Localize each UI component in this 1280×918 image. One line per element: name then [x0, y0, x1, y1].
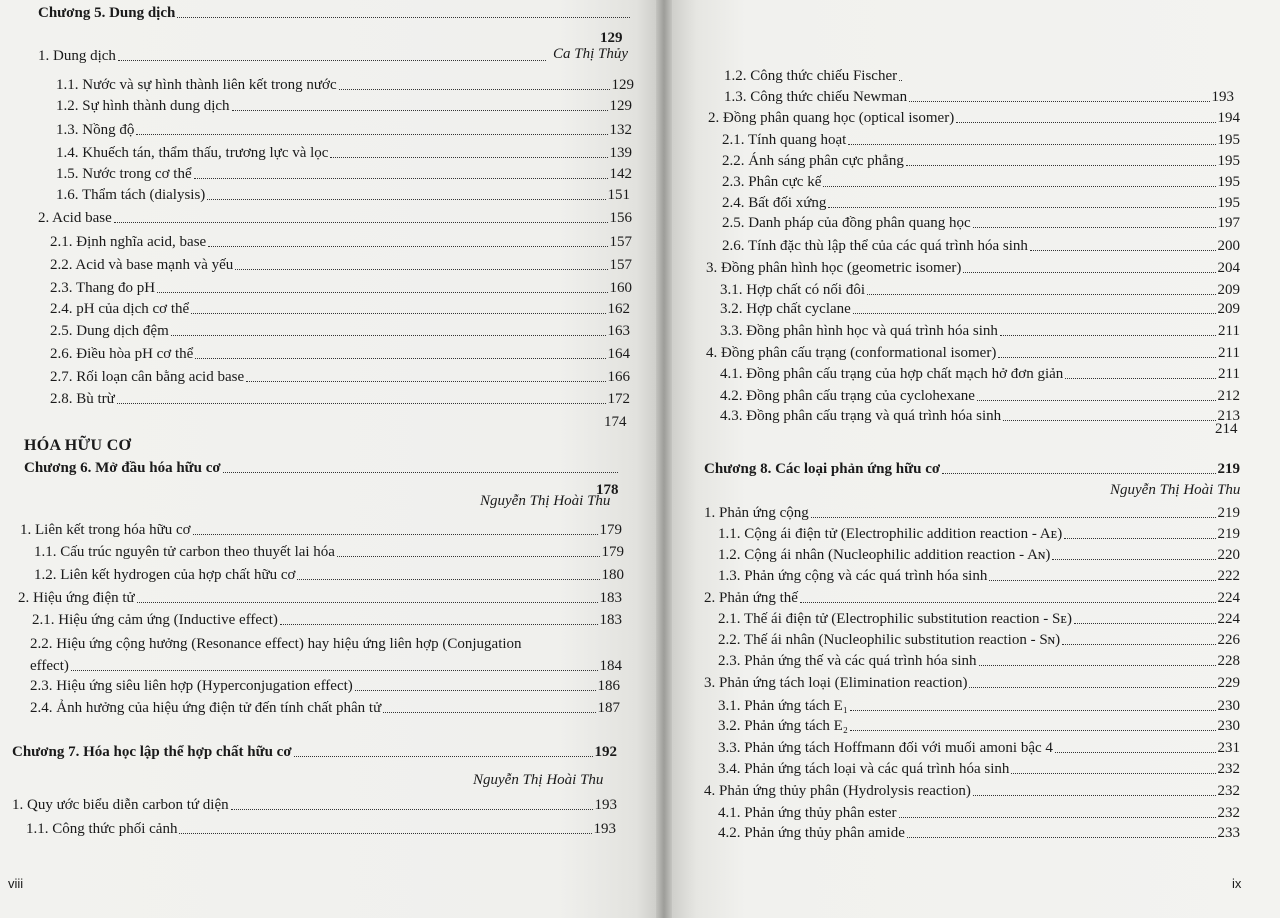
toc-entry-page: 220	[1217, 547, 1240, 563]
toc-entry-text: 2. Hiệu ứng điện tử	[18, 590, 135, 606]
toc-entry-text: 2.7. Rối loạn cân bằng acid base	[50, 369, 245, 385]
toc-entry	[718, 609, 1240, 629]
toc-entry-page: 226	[1217, 632, 1240, 648]
toc-entry-page: 224	[1217, 611, 1240, 627]
dot-leader	[979, 665, 1216, 666]
toc-entry-text: 2. Phản ứng thế	[704, 590, 798, 606]
toc-entry-text: 2.4. Bất đối xứng	[722, 195, 827, 211]
dot-leader	[853, 313, 1216, 314]
dot-leader	[355, 690, 596, 691]
toc-entry-page: 200	[1217, 238, 1240, 254]
toc-entry-page: 212	[1217, 388, 1240, 404]
toc-entry-text: 2.1. Thế ái điện tử (Electrophilic substitution reaction - Sᴇ)	[718, 611, 1073, 627]
dot-leader	[330, 157, 607, 158]
toc-entry	[50, 255, 632, 275]
dot-leader	[195, 358, 605, 359]
toc-entry-text: 1. Dung dịch	[38, 48, 116, 64]
toc-entry	[38, 208, 632, 228]
toc-entry-text: 4.1. Đồng phân cấu trạng của hợp chất mạch hở đơn giản	[720, 366, 1064, 382]
toc-entry-text: 2.1. Tính quang hoạt	[722, 132, 847, 148]
toc-entry-text: 1.6. Thẩm tách (dialysis)	[56, 187, 206, 203]
toc-entry	[718, 566, 1240, 586]
toc-entry	[56, 185, 630, 205]
chapter-7-heading: Chương 7. Hóa học lập thể hợp chất hữu cơ 192	[12, 744, 617, 760]
toc-entry-page: 219	[1217, 505, 1240, 521]
toc-entry-page: 228	[1217, 653, 1240, 669]
dot-leader	[899, 80, 902, 81]
dot-leader	[969, 687, 1215, 688]
toc-entry-text: 3.2. Hợp chất cyclane	[720, 301, 851, 317]
toc-entry-text: 2.5. Danh pháp của đồng phân quang học	[722, 215, 971, 231]
toc-entry-page: 211	[1218, 366, 1240, 382]
toc-entry	[50, 389, 630, 409]
toc-entry-page: 164	[607, 346, 630, 362]
right-page	[672, 0, 1280, 918]
dot-leader	[1074, 623, 1215, 624]
toc-entry-text: 2. Acid base	[38, 210, 112, 226]
toc-entry-text: 2.8. Bù trừ	[50, 391, 115, 407]
toc-entry	[706, 258, 1240, 278]
toc-entry-page: 232	[1217, 783, 1240, 799]
section-heading: HÓA HỮU CƠ	[24, 437, 132, 454]
toc-entry-page: 156	[609, 210, 632, 226]
dot-leader	[383, 712, 595, 713]
toc-entry-page: 195	[1217, 153, 1240, 169]
toc-entry-page: 132	[609, 122, 632, 138]
dot-leader	[207, 199, 605, 200]
toc-entry	[50, 321, 630, 341]
toc-entry-text: 1.2. Liên kết hydrogen của hợp chất hữu cơ	[34, 567, 296, 583]
toc-entry-page: 157	[609, 257, 632, 273]
dot-leader	[850, 710, 1215, 711]
toc-entry-page: 162	[607, 301, 630, 317]
toc-entry-page: 179	[599, 522, 622, 538]
dot-leader	[137, 602, 598, 603]
toc-entry	[718, 696, 1240, 716]
chapter-8-heading: Chương 8. Các loại phản ứng hữu cơ 219	[704, 461, 1240, 477]
toc-entry	[720, 280, 1240, 300]
toc-entry	[706, 343, 1240, 363]
dot-leader	[1062, 644, 1215, 645]
dot-leader	[973, 795, 1216, 796]
toc-entry-text: 1.1. Cấu trúc nguyên tử carbon theo thuyết lai hóa	[34, 544, 335, 560]
toc-entry-text: 1.4. Khuếch tán, thẩm thấu, trương lực và lọc	[56, 145, 329, 161]
toc-entry	[708, 108, 1240, 128]
toc-entry-text: 3. Phản ứng tách loại (Elimination reaction)	[704, 675, 968, 691]
page-folio-right: ix	[1232, 876, 1242, 891]
toc-entry-page: 172	[607, 391, 630, 407]
toc-entry-text: 1.1. Công thức phối cảnh	[26, 821, 178, 837]
toc-entry-page: 230	[1217, 718, 1240, 734]
dot-leader	[1065, 378, 1216, 379]
toc-entry	[18, 588, 622, 608]
toc-entry-page: 180	[601, 567, 624, 583]
toc-entry	[720, 364, 1240, 384]
toc-entry-text: 1.3. Nồng độ	[56, 122, 135, 138]
dot-leader	[280, 624, 598, 625]
toc-entry	[718, 759, 1240, 779]
toc-entry-text: 1.5. Nước trong cơ thể	[56, 166, 192, 182]
toc-entry-text: 1.2. Cộng ái nhân (Nucleophilic addition reaction - Aɴ)	[718, 547, 1051, 563]
toc-entry-page: 139	[609, 145, 632, 161]
toc-entry-text: 1.1. Cộng ái điện tử (Electrophilic addition reaction - Aᴇ)	[718, 526, 1063, 542]
toc-entry-text: 4.3. Đồng phân cấu trạng và quá trình hóa sinh	[720, 408, 1002, 424]
dot-leader	[956, 122, 1215, 123]
toc-entry	[20, 520, 622, 540]
toc-entry-text: 2. Đồng phân quang học (optical isomer)	[708, 110, 955, 126]
toc-entry	[724, 66, 904, 86]
toc-entry-page: 209	[1217, 301, 1240, 317]
toc-entry-page: 193	[1211, 89, 1234, 105]
toc-entry	[50, 344, 630, 364]
toc-entry-text: 2.1. Định nghĩa acid, base	[50, 234, 207, 250]
dot-leader	[232, 110, 608, 111]
dot-leader	[907, 837, 1216, 838]
dot-leader	[867, 294, 1216, 295]
toc-entry-text: 2.4. pH của dịch cơ thể	[50, 301, 190, 317]
toc-entry-text: 3. Đồng phân hình học (geometric isomer)	[706, 260, 962, 276]
toc-entry-page: 231	[1217, 740, 1240, 756]
toc-entry	[718, 823, 1240, 843]
toc-entry-text: 3.2. Phản ứng tách E₂	[718, 718, 849, 734]
dot-leader	[193, 534, 598, 535]
toc-entry	[50, 278, 632, 298]
toc-entry	[718, 524, 1240, 544]
toc-entry-page: 129	[611, 77, 634, 93]
toc-entry	[32, 610, 622, 630]
toc-page-174: 174	[604, 414, 627, 430]
dot-leader	[828, 207, 1215, 208]
toc-entry	[56, 75, 634, 95]
toc-entry-text: 2.5. Dung dịch đệm	[50, 323, 169, 339]
toc-entry-text: 2.3. Phản ứng thế và các quá trình hóa sinh	[718, 653, 977, 669]
toc-entry-text: 1.1. Nước và sự hình thành liên kết trong nước	[56, 77, 337, 93]
dot-leader	[823, 186, 1215, 187]
toc-entry	[718, 651, 1240, 671]
dot-leader	[194, 178, 608, 179]
toc-entry-page: 194	[1217, 110, 1240, 126]
toc-entry-page: 179	[601, 544, 624, 560]
dot-leader	[1003, 420, 1215, 421]
toc-entry	[718, 803, 1240, 823]
dot-leader	[963, 272, 1215, 273]
toc-entry	[50, 232, 632, 252]
dot-leader	[117, 403, 606, 404]
toc-entry-page: 163	[607, 323, 630, 339]
dot-leader	[1055, 752, 1216, 753]
toc-entry-2-2-line-2: effect) 184	[30, 658, 622, 674]
toc-entry-text: 1.2. Sự hình thành dung dịch	[56, 98, 230, 114]
toc-entry-text: 2.4. Ảnh hưởng của hiệu ứng điện tử đến tính chất phân tử	[30, 700, 382, 716]
toc-entry	[56, 96, 632, 116]
dot-leader	[136, 134, 607, 135]
toc-entry-page: 211	[1218, 345, 1240, 361]
dot-leader	[337, 556, 600, 557]
toc-entry-text: 2.3. Phân cực kế	[722, 174, 822, 190]
dot-leader	[906, 165, 1216, 166]
dot-leader	[1000, 335, 1216, 336]
toc-entry-page: 193	[593, 821, 616, 837]
chapter-7-author: Nguyễn Thị Hoài Thu	[473, 772, 604, 788]
toc-entry-page: 157	[609, 234, 632, 250]
dot-leader	[1030, 250, 1216, 251]
toc-entry-page: 183	[599, 590, 622, 606]
dot-leader	[171, 335, 606, 336]
toc-entry	[704, 503, 1240, 523]
toc-entry-page: 229	[1217, 675, 1240, 691]
dot-leader	[191, 313, 605, 314]
toc-entry	[720, 321, 1240, 341]
toc-entry	[722, 130, 1240, 150]
toc-entry-text: 2.6. Điều hòa pH cơ thể	[50, 346, 194, 362]
toc-entry-page: 142	[609, 166, 632, 182]
dot-leader	[114, 222, 608, 223]
toc-entry	[34, 542, 624, 562]
dot-leader	[909, 101, 1209, 102]
toc-entry	[722, 213, 1240, 233]
chapter-8-author: Nguyễn Thị Hoài Thu	[1110, 482, 1241, 498]
toc-entry-text: 3.3. Phản ứng tách Hoffmann đối với muối amoni bậc 4	[718, 740, 1053, 756]
toc-entry-page: 160	[609, 280, 632, 296]
toc-entry-page: 183	[599, 612, 622, 628]
toc-entry	[30, 698, 620, 718]
toc-entry-text: 2.1. Hiệu ứng cảm ứng (Inductive effect)	[32, 612, 278, 628]
toc-entry	[722, 236, 1240, 256]
toc-entry	[38, 46, 548, 66]
toc-entry	[722, 172, 1240, 192]
toc-entry	[718, 545, 1240, 565]
toc-entry-page: 151	[607, 187, 630, 203]
toc-entry	[722, 193, 1240, 213]
chapter-title: Chương 5. Dung dịch	[38, 5, 176, 21]
toc-entry-text: 1. Liên kết trong hóa hữu cơ	[20, 522, 191, 538]
toc-entry-text: 2.6. Tính đặc thù lập thể của các quá trình hóa sinh	[722, 238, 1028, 254]
toc-entry-page: 224	[1217, 590, 1240, 606]
toc-entry-page: 204	[1217, 260, 1240, 276]
toc-entry	[718, 738, 1240, 758]
toc-entry	[704, 588, 1240, 608]
dot-leader	[1011, 773, 1215, 774]
book-gutter	[656, 0, 672, 918]
dot-leader	[848, 144, 1215, 145]
dot-leader	[297, 579, 599, 580]
dot-leader	[989, 580, 1215, 581]
toc-entry-page: 213	[1217, 408, 1240, 424]
toc-entry-page: 193	[594, 797, 617, 813]
toc-entry-text: 1. Quy ước biểu diễn carbon tứ diện	[12, 797, 229, 813]
chapter-5-page: 129	[600, 30, 623, 46]
dot-leader	[977, 400, 1216, 401]
toc-entry-page: 222	[1217, 568, 1240, 584]
toc-entry	[720, 406, 1240, 426]
toc-entry	[56, 164, 632, 184]
toc-entry-page: 211	[1218, 323, 1240, 339]
toc-entry-text: 4.2. Phản ứng thủy phân amide	[718, 825, 905, 841]
dot-leader	[899, 817, 1216, 818]
dot-leader	[118, 60, 546, 61]
toc-entry-text: 4.1. Phản ứng thủy phân ester	[718, 805, 897, 821]
toc-entry-text: 1. Phản ứng cộng	[704, 505, 809, 521]
toc-entry-page: 195	[1217, 174, 1240, 190]
toc-entry-page: 232	[1217, 761, 1240, 777]
toc-entry	[34, 565, 624, 585]
dot-leader	[998, 357, 1216, 358]
toc-entry-page: 166	[607, 369, 630, 385]
toc-entry-page: 233	[1217, 825, 1240, 841]
toc-entry	[50, 367, 630, 387]
toc-entry-page: 219	[1217, 526, 1240, 542]
toc-entry-page: 230	[1217, 698, 1240, 714]
toc-entry	[12, 795, 617, 815]
page-folio-left: viii	[8, 876, 24, 891]
toc-page-214: 214	[1215, 421, 1238, 437]
toc-entry-page: 187	[597, 700, 620, 716]
toc-entry-text: 1.2. Công thức chiếu Fischer	[724, 68, 898, 84]
toc-entry-text: 2.2. Acid và base mạnh và yếu	[50, 257, 234, 273]
toc-entry	[704, 781, 1240, 801]
toc-entry-text: 4. Phản ứng thủy phân (Hydrolysis reaction)	[704, 783, 971, 799]
toc-entry-text: 4.2. Đồng phân cấu trạng của cyclohexane	[720, 388, 975, 404]
toc-entry	[30, 676, 620, 696]
toc-entry	[704, 673, 1240, 693]
toc-entry-page: 195	[1217, 195, 1240, 211]
dot-leader	[235, 269, 607, 270]
dot-leader	[208, 246, 607, 247]
toc-entry-text: 3.1. Phản ứng tách E₁	[718, 698, 849, 714]
chapter-6-author: Nguyễn Thị Hoài Thu	[480, 493, 611, 509]
toc-entry-text: 3.1. Hợp chất có nối đôi	[720, 282, 865, 298]
chapter-5-author: Ca Thị Thủy	[553, 46, 629, 62]
toc-entry-text: 1.3. Phản ứng cộng và các quá trình hóa sinh	[718, 568, 988, 584]
toc-entry-2-2-line-1: 2.2. Hiệu ứng cộng hưởng (Resonance effect) hay hiệu ứng liên hợp (Conjugation	[30, 636, 522, 652]
toc-entry-text: 2.2. Thế ái nhân (Nucleophilic substitution reaction - Sɴ)	[718, 632, 1061, 648]
dot-leader	[800, 602, 1216, 603]
toc-entry-text: 4. Đồng phân cấu trạng (conformational isomer)	[706, 345, 997, 361]
dot-leader	[1064, 538, 1215, 539]
toc-entry	[50, 299, 630, 319]
toc-entry	[56, 120, 632, 140]
dot-leader	[811, 517, 1216, 518]
toc-entry	[720, 386, 1240, 406]
dot-leader	[246, 381, 605, 382]
dot-leader	[179, 833, 591, 834]
toc-entry-page: 232	[1217, 805, 1240, 821]
toc-entry	[718, 716, 1240, 736]
toc-entry-page: 195	[1217, 132, 1240, 148]
toc-entry-text: 2.3. Hiệu ứng siêu liên hợp (Hyperconjugation effect)	[30, 678, 353, 694]
dot-leader	[339, 89, 610, 90]
toc-entry-text: 3.4. Phản ứng tách loại và các quá trình hóa sinh	[718, 761, 1010, 777]
toc-entry-page: 129	[609, 98, 632, 114]
chapter-6-page: 178	[596, 482, 619, 498]
dot-leader	[850, 730, 1215, 731]
toc-entry	[718, 630, 1240, 650]
toc-entry-text: 2.3. Thang đo pH	[50, 280, 156, 296]
dot-leader	[231, 809, 593, 810]
chapter-5-heading	[38, 3, 636, 23]
toc-entry-text: 3.3. Đồng phân hình học và quá trình hóa sinh	[720, 323, 998, 339]
dot-leader	[1052, 559, 1215, 560]
toc-entry	[720, 299, 1240, 319]
toc-entry-text: 2.2. Ánh sáng phân cực phẳng	[722, 153, 904, 169]
toc-entry-text: 1.3. Công thức chiếu Newman	[724, 89, 908, 105]
toc-entry-page: 209	[1217, 282, 1240, 298]
dot-leader	[973, 227, 1216, 228]
dot-leader	[157, 292, 607, 293]
toc-entry-page: 186	[597, 678, 620, 694]
toc-entry-page: 197	[1217, 215, 1240, 231]
toc-entry	[26, 819, 616, 839]
toc-entry	[56, 143, 632, 163]
toc-entry	[722, 151, 1240, 171]
toc-entry	[724, 87, 1234, 107]
chapter-6-heading: Chương 6. Mở đầu hóa hữu cơ	[24, 458, 624, 478]
